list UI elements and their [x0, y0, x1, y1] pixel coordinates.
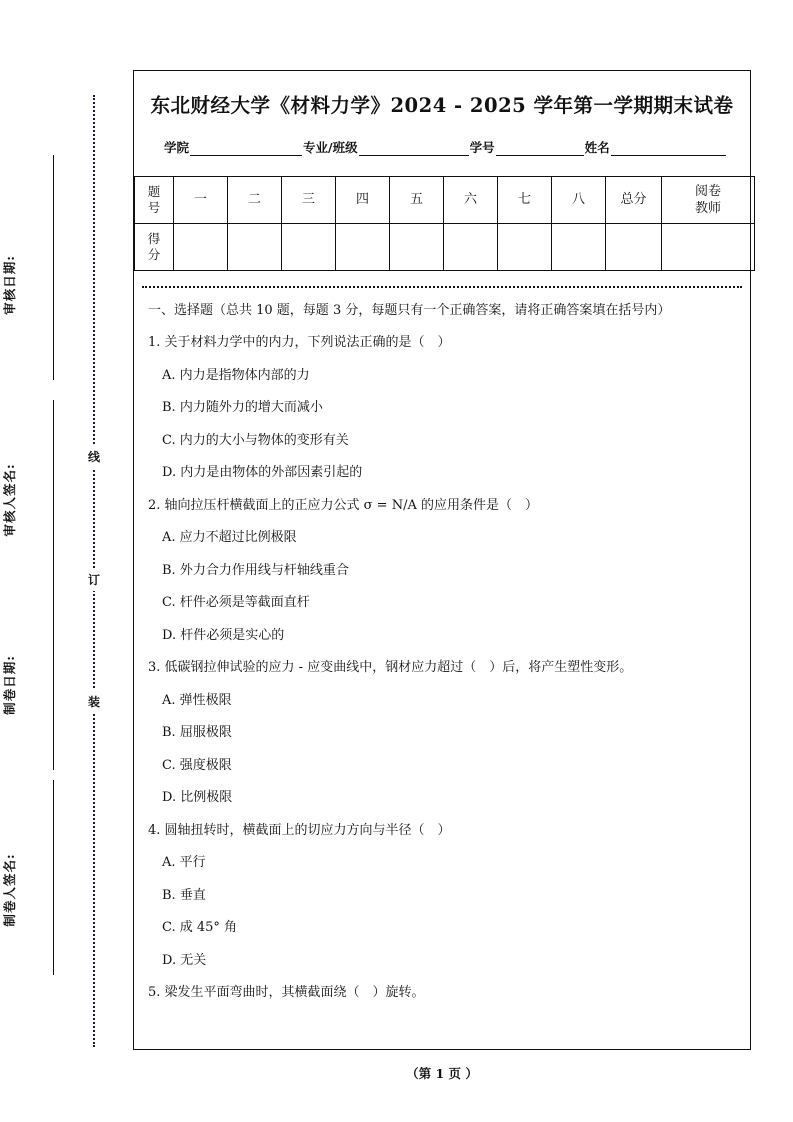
student-id-label: 学号 — [469, 140, 495, 155]
question-2-option-b[interactable]: B. 外力合力作用线与杆轴线重合 — [162, 562, 349, 578]
question-col-2: 二 — [228, 177, 282, 224]
section-heading: 一、选择题（总共 10 题，每题 3 分，每题只有一个正确答案，请将正确答案填在括号内） — [148, 303, 671, 318]
question-2-option-d[interactable]: D. 杆件必须是实心的 — [162, 627, 285, 643]
question-col-4: 四 — [336, 177, 390, 224]
question-4-option-d[interactable]: D. 无关 — [162, 952, 207, 968]
row-header-question-number — [135, 177, 174, 224]
score-cell-3[interactable] — [282, 224, 336, 271]
page-title: 东北财经大学《材料力学》2024 - 2025 学年第一学期期末试卷 — [150, 94, 734, 117]
question-4-option-c[interactable]: C. 成 45° 角 — [162, 920, 238, 936]
score-cell-5[interactable] — [390, 224, 444, 271]
grading-teacher-line-1: 阅卷 — [694, 183, 721, 199]
question-4-option-b[interactable]: B. 垂直 — [162, 887, 206, 903]
major-class-label: 专业/班级 — [303, 140, 358, 155]
question-col-5: 五 — [390, 177, 444, 224]
question-stem-3: 3. 低碳钢拉伸试验的应力 - 应变曲线中，钢材应力超过（ ）后，将产生塑性变形。 — [148, 660, 633, 676]
question-3-option-d[interactable]: D. 比例极限 — [162, 790, 233, 806]
score-header-char-1: 得 — [147, 230, 161, 246]
college-input[interactable] — [190, 142, 302, 156]
margin-rule-4 — [53, 780, 54, 975]
question-3-option-c[interactable]: C. 强度极限 — [162, 757, 232, 773]
review-date-label: 审核日期: — [2, 255, 17, 315]
header-separator — [142, 286, 742, 288]
score-cell-6[interactable] — [444, 224, 498, 271]
row-header-score — [135, 224, 174, 271]
grading-teacher-cell[interactable] — [662, 224, 755, 271]
row-header-char-2: 号 — [147, 200, 161, 215]
table-row-scores — [135, 224, 755, 271]
question-1-option-a[interactable]: A. 内力是指物体内部的力 — [162, 367, 310, 383]
score-table — [134, 176, 755, 271]
score-cell-1[interactable] — [174, 224, 228, 271]
row-header-char-1: 题 — [147, 183, 161, 199]
question-3-option-a[interactable]: A. 弹性极限 — [162, 692, 232, 708]
major-class-input[interactable] — [359, 142, 469, 156]
question-col-1: 一 — [174, 177, 228, 224]
margin-rule-2 — [53, 400, 54, 605]
exam-paper-frame — [133, 70, 751, 1050]
question-1-option-d[interactable]: D. 内力是由物体的外部因素引起的 — [162, 465, 363, 481]
question-col-7: 七 — [498, 177, 552, 224]
left-margin-annotations — [0, 0, 80, 1122]
score-cell-4[interactable] — [336, 224, 390, 271]
grading-teacher-header — [662, 177, 755, 224]
total-score-cell[interactable] — [606, 224, 662, 271]
reviewer-signature-label: 审核人签名: — [2, 463, 17, 537]
question-stem-4: 4. 圆轴扭转时，横截面上的切应力方向与半径（ ） — [148, 822, 451, 838]
fold-mark-xian: 线 — [79, 445, 109, 468]
college-label: 学院 — [164, 140, 190, 155]
name-label: 姓名 — [584, 140, 610, 155]
table-row-question-numbers — [135, 177, 755, 224]
name-input[interactable] — [611, 142, 726, 156]
question-2-option-a[interactable]: A. 应力不超过比例极限 — [162, 530, 297, 546]
question-col-6: 六 — [444, 177, 498, 224]
question-col-8: 八 — [552, 177, 606, 224]
question-1-option-c[interactable]: C. 内力的大小与物体的变形有关 — [162, 432, 349, 448]
question-4-option-a[interactable]: A. 平行 — [162, 855, 206, 871]
margin-rule-3 — [53, 580, 54, 770]
score-cell-8[interactable] — [552, 224, 606, 271]
total-score-header: 总分 — [606, 177, 662, 224]
margin-rule-1 — [53, 155, 54, 380]
question-stem-1: 1. 关于材料力学中的内力，下列说法正确的是（ ） — [148, 335, 451, 351]
student-info-row — [164, 138, 732, 156]
paper-made-date-label: 制卷日期: — [2, 655, 17, 715]
fold-mark-zhuang: 装 — [79, 690, 109, 713]
score-cell-7[interactable] — [498, 224, 552, 271]
question-stem-5: 5. 梁发生平面弯曲时，其横截面绕（ ）旋转。 — [148, 985, 425, 1001]
question-1-option-b[interactable]: B. 内力随外力的增大而减小 — [162, 400, 323, 416]
score-header-char-2: 分 — [147, 247, 161, 262]
page-footer: （第 1 页 ） — [406, 1066, 478, 1081]
question-2-option-c[interactable]: C. 杆件必须是等截面直杆 — [162, 595, 310, 611]
question-col-3: 三 — [282, 177, 336, 224]
question-stem-2: 2. 轴向拉压杆横截面上的正应力公式 σ = N/A 的应用条件是（ ） — [148, 497, 538, 513]
paper-maker-signature-label: 制卷人签名: — [2, 853, 17, 927]
student-id-input[interactable] — [496, 142, 584, 156]
fold-mark-ding: 订 — [79, 568, 109, 591]
question-3-option-b[interactable]: B. 屈服极限 — [162, 725, 232, 741]
question-content — [148, 300, 734, 1003]
grading-teacher-line-2: 教师 — [694, 201, 721, 216]
score-cell-2[interactable] — [228, 224, 282, 271]
